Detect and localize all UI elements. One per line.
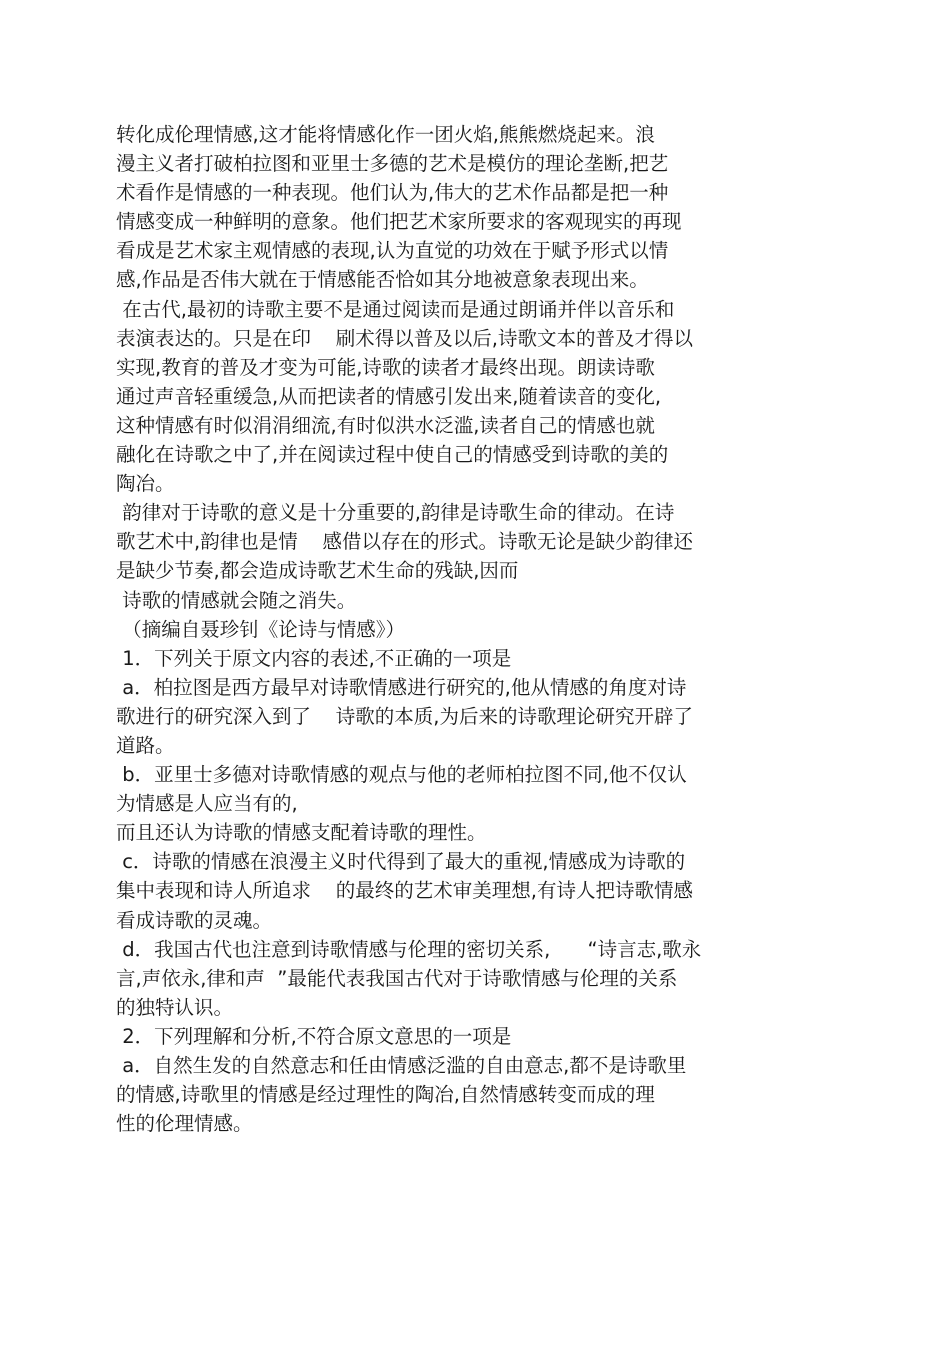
option-c: c．诗歌的情感在浪漫主义时代得到了最大的重视,情感成为诗歌的 [116, 850, 686, 874]
text-line: 看成是艺术家主观情感的表现,认为直觉的功效在于赋予形式以情 [116, 239, 669, 263]
text-line: 的情感,诗歌里的情感是经过理性的陶冶,自然情感转变而成的理 [116, 1083, 655, 1107]
text-line: 诗歌的情感就会随之消失。 [116, 588, 357, 612]
text-line: 性的伦理情感。 [116, 1112, 253, 1136]
question-2: 2．下列理解和分析,不符合原文意思的一项是 [116, 1024, 512, 1048]
text-line: 实现,教育的普及才变为可能,诗歌的读者才最终出现。朗读诗歌 [116, 355, 655, 379]
text-line: 而且还认为诗歌的情感支配着诗歌的理性。 [116, 821, 487, 845]
text-line: 集中表现和诗人所追求 的最终的艺术审美理想,有诗人把诗歌情感 [116, 879, 693, 903]
text-line: 看成诗歌的灵魂。 [116, 908, 273, 932]
text-line: 这种情感有时似涓涓细流,有时似洪水泛滥,读者自己的情感也就 [116, 413, 655, 437]
text-line: 在古代,最初的诗歌主要不是通过阅读而是通过朗诵并伴以音乐和 [116, 297, 675, 321]
text-line: 漫主义者打破柏拉图和亚里士多德的艺术是模仿的理论垄断,把艺 [116, 152, 669, 176]
text-line: 道路。 [116, 733, 175, 757]
text-line: 歌进行的研究深入到了 诗歌的本质,为后来的诗歌理论研究开辟了 [116, 704, 693, 728]
option-d: d．我国古代也注意到诗歌情感与伦理的密切关系, “诗言志,歌永 [116, 937, 702, 961]
body-text [116, 120, 816, 1138]
text-line: 表演表达的。只是在印 刷术得以普及以后,诗歌文本的普及才得以 [116, 326, 693, 350]
option-b: b．亚里士多德对诗歌情感的观点与他的老师柏拉图不同,他不仅认 [116, 763, 687, 787]
text-line: 为情感是人应当有的, [116, 792, 298, 816]
citation: （摘编自聂珍钊《论诗与情感》） [116, 617, 405, 641]
text-line: 的独特认识。 [116, 995, 234, 1019]
text-line: 融化在诗歌之中了,并在阅读过程中使自己的情感受到诗歌的美的 [116, 443, 669, 467]
text-line: 歌艺术中,韵律也是情 感借以存在的形式。诗歌无论是缺少韵律还 [116, 530, 693, 554]
text-line: 转化成伦理情感,这才能将情感化作一团火焰,熊熊燃烧起来。浪 [116, 123, 655, 146]
text-line: 术看作是情感的一种表现。他们认为,伟大的艺术作品都是把一种 [116, 181, 669, 205]
text-line: 感,作品是否伟大就在于情感能否恰如其分地被意象表现出来。 [116, 268, 649, 292]
text-line: 是缺少节奏,都会造成诗歌艺术生命的残缺,因而 [116, 559, 519, 583]
text-line: 言,声依永,律和声 ”最能代表我国古代对于诗歌情感与伦理的关系 [116, 966, 678, 990]
option-a: a．自然生发的自然意志和任由情感泛滥的自由意志,都不是诗歌里 [116, 1054, 687, 1077]
option-a: a．柏拉图是西方最早对诗歌情感进行研究的,他从情感的角度对诗 [116, 675, 687, 699]
text-line: 情感变成一种鲜明的意象。他们把艺术家所要求的客观现实的再现 [116, 210, 682, 234]
question-1: 1．下列关于原文内容的表述,不正确的一项是 [116, 646, 512, 670]
text-line: 通过声音轻重缓急,从而把读者的情感引发出来,随着读音的变化, [116, 384, 662, 408]
text-line: 陶冶。 [116, 472, 175, 496]
text-line: 韵律对于诗歌的意义是十分重要的,韵律是诗歌生命的律动。在诗 [116, 501, 675, 525]
